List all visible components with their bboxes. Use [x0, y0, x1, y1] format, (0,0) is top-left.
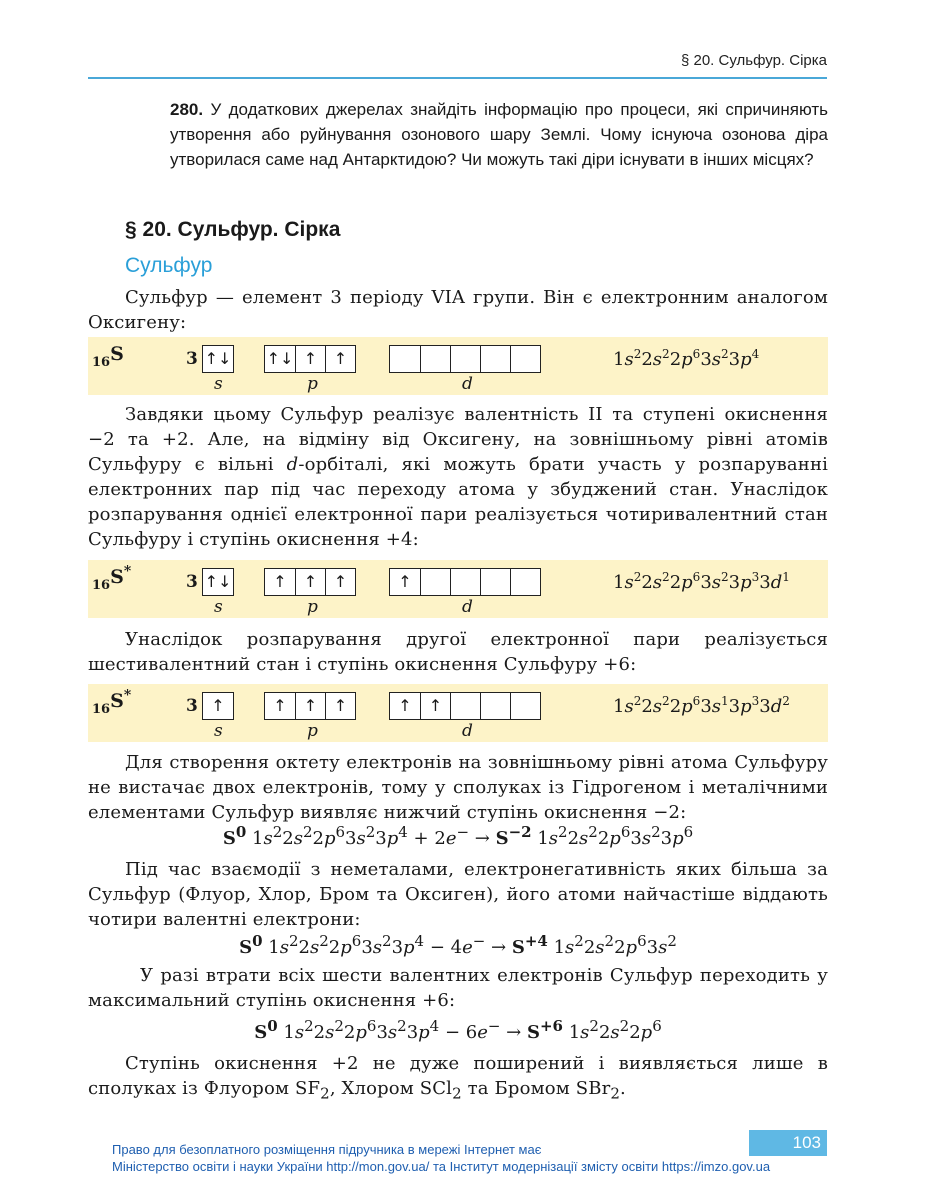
- paragraph-6: У разі втрати всіх шести валентних електронів Сульфур переходить у максимальний ступінь окиснення +6:: [88, 965, 828, 1011]
- electron-diagram-ground: [88, 337, 828, 395]
- s-orbital: ↑↓: [202, 345, 234, 373]
- footer-line-2[interactable]: Міністерство освіти і науки України http://mon.gov.ua/ та Інститут модернізації змісту освіти https://imzo.gov.ua: [112, 1159, 771, 1174]
- electron-configuration: $1s^22s^22p^63s^13p^33d^2$: [613, 694, 790, 717]
- p-orbitals: ↑ ↑ ↑: [264, 692, 356, 720]
- paragraph-1: Сульфур — елемент 3 періоду VIA групи. Він є електронним аналогом Оксигену:: [88, 287, 828, 333]
- energy-level: 3: [186, 572, 198, 592]
- s-orbital: ↑: [202, 692, 234, 720]
- exercise-280: [170, 97, 828, 172]
- section-subtitle: Сульфур: [125, 254, 213, 277]
- equation-oxidation-4: $S^0$ $1s^22s^22p^63s^23p^4 - 4e^- \to S^{+4}$ $1s^22s^22p^63s^2$: [239, 932, 677, 958]
- label-d: d: [462, 374, 473, 394]
- paragraph-7: Ступінь окиснення +2 не дуже поширений і виявляється лише в сполуках із Флуором $SF_2$, Хлором SCl$_2$ та Бромом SBr$_2$.: [88, 1053, 828, 1103]
- electron-configuration: $1s^22s^22p^63s^23p^33d^1$: [613, 570, 790, 593]
- d-orbitals: ↑ ↑: [389, 692, 541, 720]
- paragraph-4: Для створення октету електронів на зовнішньому рівні атома Сульфуру не вистачає двох електронів, тому у сполуках із Гідрогеном і металічними елементами Сульфур виявляє нижчий ступінь окиснення −2:: [88, 752, 828, 823]
- label-p: p: [307, 374, 318, 394]
- p-orbitals: ↑↓ ↑ ↑: [264, 345, 356, 373]
- s-orbital: ↑↓: [202, 568, 234, 596]
- electron-configuration: $1s^22s^22p^63s^23p^4$: [613, 347, 760, 370]
- d-orbitals: ↑: [389, 568, 541, 596]
- p-orbitals: ↑ ↑ ↑: [264, 568, 356, 596]
- element-symbol: $_{16}$S*: [92, 563, 132, 593]
- equation-reduction: $S^0$ $1s^22s^22p^63s^23p^4 + 2e^- \to S^{-2}$ $1s^22s^22p^63s^23p^6$: [222, 823, 694, 849]
- running-header: § 20. Сульфур. Сірка: [680, 52, 827, 69]
- footer-line-1: Право для безоплатного розміщення підручника в мережі Інтернет має: [112, 1142, 542, 1157]
- label-s: s: [214, 374, 223, 394]
- page-number: 103: [749, 1130, 827, 1156]
- paragraph-3: Унаслідок розпарування другої електронної пари реалізується шестивалентний стан і ступінь окиснення Сульфуру +6:: [88, 629, 828, 675]
- section-title: § 20. Сульфур. Сірка: [125, 218, 341, 241]
- exercise-text: У додаткових джерелах знайдіть інформацію про процеси, які спричиняють утворення або руйнування озонового шару Землі. Чому існуюча озонова діра утворилася саме над Антарктидою? Чи можуть такі діри існувати в інших місцях?: [170, 100, 828, 169]
- paragraph-5: Під час взаємодії з неметалами, електронегативність яких більша за Сульфур (Флуор, Хлор, Бром та Оксиген), його атоми найчастіше віддають чотири валентні електрони:: [88, 859, 828, 930]
- equation-oxidation-6: $S^0$ $1s^22s^22p^63s^23p^4 - 6e^- \to S^{+6}$ $1s^22s^22p^6$: [254, 1017, 662, 1043]
- element-symbol: $_{16}$S: [92, 343, 124, 370]
- electron-diagram-excited-2: [88, 684, 828, 742]
- label-d: d: [462, 597, 473, 617]
- label-p: p: [307, 721, 318, 741]
- label-s: s: [214, 721, 223, 741]
- d-orbitals: [389, 345, 541, 373]
- electron-diagram-excited-1: [88, 560, 828, 618]
- exercise-number: 280.: [170, 100, 204, 119]
- label-s: s: [214, 597, 223, 617]
- element-symbol: $_{16}$S*: [92, 687, 132, 717]
- header-rule: [88, 77, 827, 79]
- label-p: p: [307, 597, 318, 617]
- label-d: d: [462, 721, 473, 741]
- paragraph-2: Завдяки цьому Сульфур реалізує валентність ІІ та ступені окиснення −2 та +2. Але, на відміну від Оксигену, на зовнішньому рівні атомів Сульфуру є вільні d-орбіталі, які можуть брати участь у розпаруванні електронних пар під час переходу атома у збуджений стан. Унаслідок розпарування однієї електронної пари реалізується чотиривалентний стан Сульфуру і ступінь окиснення +4:: [88, 404, 828, 550]
- energy-level: 3: [186, 696, 198, 716]
- energy-level: 3: [186, 349, 198, 369]
